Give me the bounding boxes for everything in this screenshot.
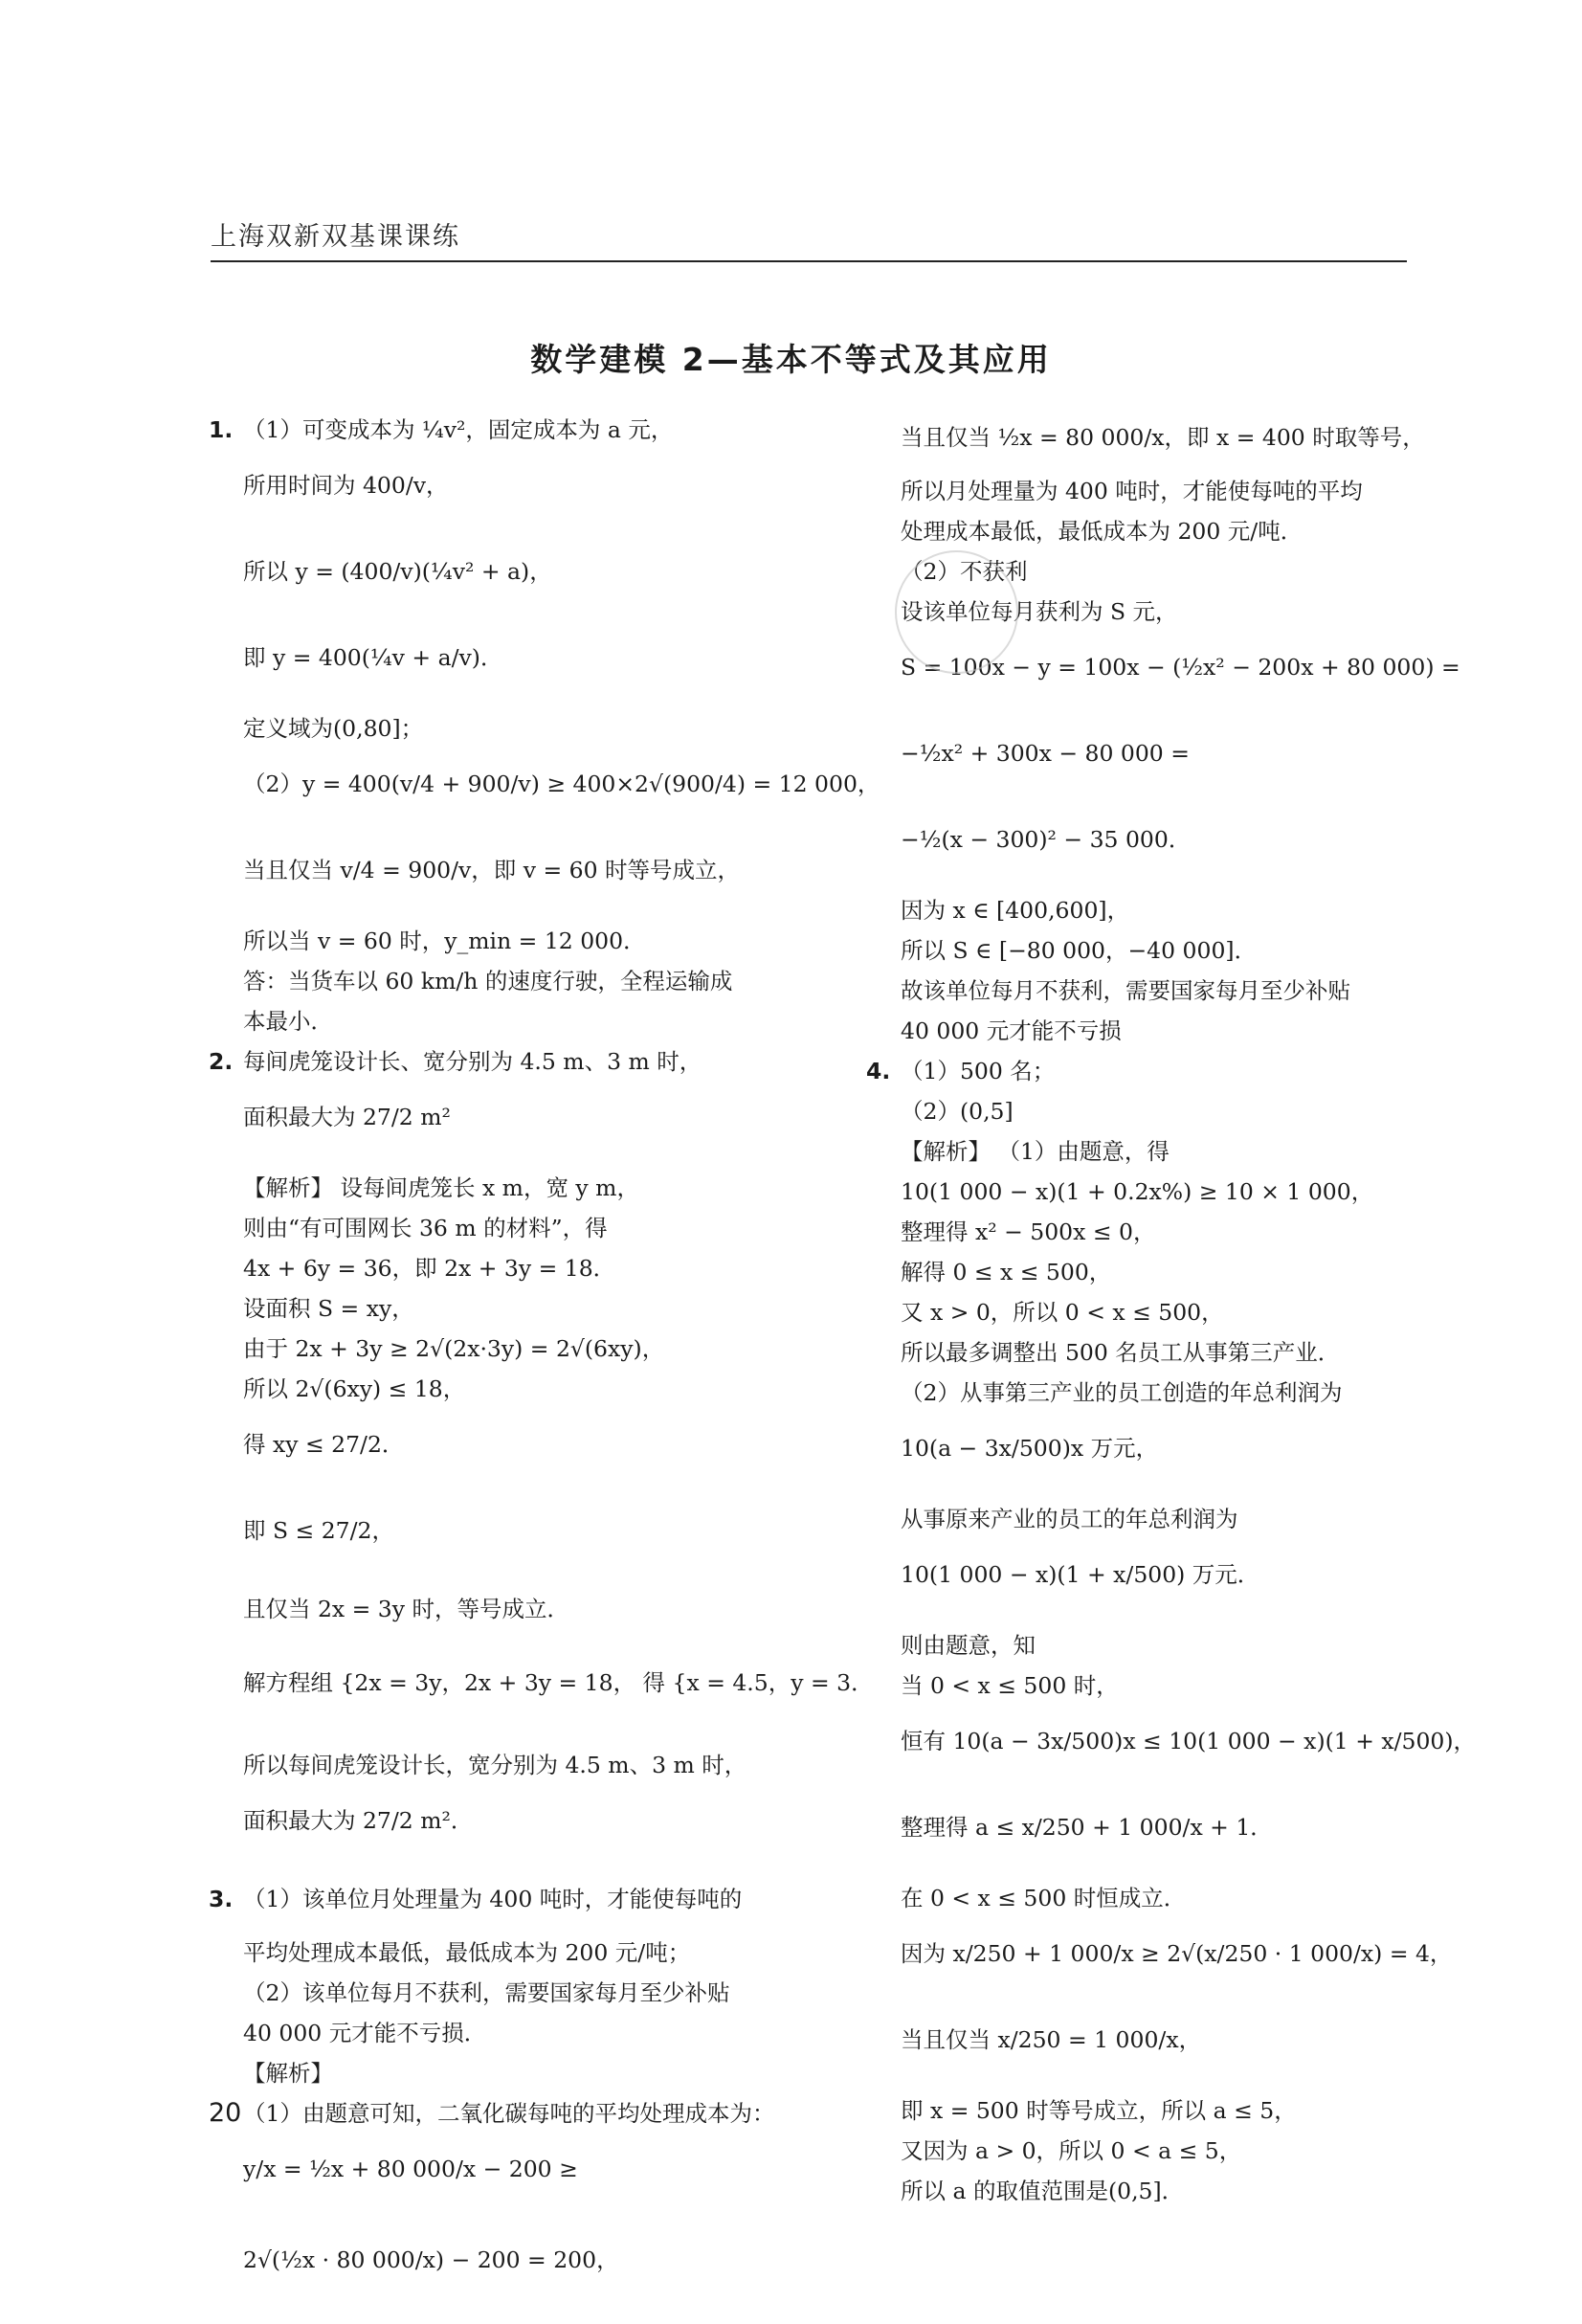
line-text: 【解析】 （1）由题意，得 <box>901 1138 1170 1165</box>
right-column <box>866 412 1477 2213</box>
text-line <box>209 2135 802 2222</box>
line-text: 即 S ≤ 27/2， <box>243 1517 394 1544</box>
line-text: 解得 0 ≤ x ≤ 500， <box>901 1259 1112 1285</box>
line-text: 又 x > 0，所以 0 < x ≤ 500， <box>901 1299 1224 1326</box>
text-line <box>866 1254 1402 1294</box>
line-text: 当且仅当 v/4 = 900/v，即 v = 60 时等号成立， <box>243 857 741 883</box>
text-line <box>209 963 802 1003</box>
text-line <box>209 1170 802 1210</box>
line-text: 所以 2√(6xy) ≤ 18， <box>243 1375 466 1402</box>
text-line <box>209 2222 802 2324</box>
text-line <box>866 1415 1402 1501</box>
text-line <box>209 1003 802 1043</box>
text-line <box>866 932 1402 972</box>
line-text: 又因为 a > 0，所以 0 < a ≤ 5， <box>901 2137 1242 2164</box>
line-text: 则由题意，知 <box>901 1632 1036 1659</box>
question-number: 4. <box>866 1058 891 1084</box>
text-line <box>866 1093 1402 1133</box>
line-text: （1）由题意可知，二氧化碳每吨的平均处理成本为： <box>243 2100 775 2127</box>
text-line <box>209 1084 802 1170</box>
text-line <box>209 1250 802 1290</box>
text-line <box>209 1873 802 1934</box>
text-line <box>209 412 802 452</box>
text-line <box>866 513 1402 553</box>
text-line <box>209 1290 802 1330</box>
text-line <box>209 452 802 538</box>
line-text: （1）可变成本为 ¼v²，固定成本为 a 元， <box>243 416 674 443</box>
page-number: 20 <box>209 2098 242 2128</box>
line-text: 所以月处理量为 400 吨时，才能使每吨的平均 <box>901 478 1363 504</box>
line-text: （2）从事第三产业的员工创造的年总利润为 <box>901 1379 1343 1406</box>
stamp-seal <box>895 550 1018 674</box>
line-text: 10(1 000 − x)(1 + 0.2x%) ≥ 10 × 1 000， <box>901 1178 1374 1205</box>
text-line <box>866 1334 1402 1374</box>
text-line <box>209 2015 802 2055</box>
text-line <box>209 2055 802 2095</box>
line-text: 由于 2x + 3y ≥ 2√(2x·3y) = 2√(6xy)， <box>243 1335 665 1362</box>
text-line <box>209 923 802 963</box>
text-line <box>866 1794 1402 1880</box>
line-text: 所用时间为 400/v， <box>243 472 449 499</box>
line-text: （2）该单位每月不获利，需要国家每月至少补贴 <box>243 1979 730 2006</box>
line-text: （2）不获利 <box>901 558 1028 585</box>
line-text: 当且仅当 x/250 = 1 000/x， <box>901 2026 1202 2053</box>
line-text: 所以最多调整出 500 名员工从事第三产业． <box>901 1339 1341 1366</box>
line-text: 因为 x/250 + 1 000/x ≥ 2√(x/250 · 1 000/x) = 4， <box>901 1940 1453 1967</box>
text-line <box>866 2006 1402 2092</box>
line-text: 当 0 < x ≤ 500 时， <box>901 1672 1119 1699</box>
line-text: 解方程组 {2x = 3y，2x + 3y = 18， 得 {x = 4.5，y = 3． <box>243 1669 874 1696</box>
line-text: 恒有 10(a − 3x/500)x ≤ 10(1 000 − x)(1 + x/500)， <box>901 1728 1477 1754</box>
line-text: 即 y = 400(¼v + a/v)． <box>243 644 503 671</box>
line-text: 40 000 元才能不亏损 <box>901 1017 1122 1044</box>
text-line <box>866 806 1402 892</box>
line-text: 则由“有可围网长 36 m 的材料”，得 <box>243 1215 608 1241</box>
text-line <box>866 1880 1402 1920</box>
text-line <box>209 1330 802 1371</box>
line-text: 当且仅当 ½x = 80 000/x，即 x = 400 时取等号， <box>901 424 1425 451</box>
text-line <box>209 1644 874 1747</box>
text-line <box>866 892 1402 932</box>
line-text: 定义域为(0,80]； <box>243 715 424 742</box>
text-line <box>209 538 802 624</box>
text-line <box>866 1708 1477 1794</box>
line-text: 且仅当 2x = 3y 时，等号成立． <box>243 1596 570 1622</box>
text-line <box>866 2092 1402 2133</box>
line-text: 所以每间虎笼设计长，宽分别为 4.5 m、3 m 时， <box>243 1752 747 1778</box>
line-text: 10(1 000 − x)(1 + x/500) 万元． <box>901 1561 1260 1588</box>
text-line <box>209 2095 802 2135</box>
text-line <box>866 1214 1402 1254</box>
line-text: 设该单位每月获利为 S 元， <box>901 598 1178 625</box>
line-text: 所以 S ∈ [−80 000，−40 000]． <box>901 937 1258 964</box>
text-line <box>209 1210 802 1250</box>
line-text: 得 xy ≤ 27/2． <box>243 1431 405 1458</box>
line-text: 所以当 v = 60 时，y_min = 12 000． <box>243 927 646 954</box>
line-text: y/x = ½x + 80 000/x − 200 ≥ <box>243 2156 578 2182</box>
question-number: 3. <box>209 1886 234 1912</box>
line-text: 设面积 S = xy， <box>243 1295 414 1322</box>
line-text: 40 000 元才能不亏损． <box>243 2020 487 2046</box>
text-line <box>866 1013 1402 1053</box>
text-line <box>866 972 1402 1013</box>
header-rule <box>211 260 1407 262</box>
text-line <box>866 1627 1402 1667</box>
line-text: 整理得 a ≤ x/250 + 1 000/x + 1． <box>901 1814 1273 1841</box>
line-text: 所以 a 的取值范围是(0,5]． <box>901 2178 1185 2204</box>
text-line <box>866 1920 1453 2006</box>
line-text: （2）(0,5] <box>901 1098 1014 1125</box>
line-text: 在 0 < x ≤ 500 时恒成立． <box>901 1885 1187 1911</box>
text-line <box>866 412 1425 473</box>
text-line <box>866 720 1402 806</box>
text-line <box>866 1374 1402 1415</box>
question-number: 2. <box>209 1048 234 1075</box>
text-line <box>209 1934 802 1975</box>
text-line <box>209 1043 802 1084</box>
line-text: （1）该单位月处理量为 400 吨时，才能使每吨的 <box>243 1886 743 1912</box>
line-text: （2）y = 400(v/4 + 900/v) ≥ 400×2√(900/4) = 12 000， <box>243 771 880 797</box>
text-line <box>866 1501 1402 1541</box>
line-text: 答：当货车以 60 km/h 的速度行驶，全程运输成 <box>243 968 733 994</box>
line-text: 处理成本最低，最低成本为 200 元/吨． <box>901 518 1303 545</box>
text-line <box>209 1975 802 2015</box>
line-text: 即 x = 500 时等号成立，所以 a ≤ 5， <box>901 2097 1297 2124</box>
line-text: 整理得 x² − 500x ≤ 0， <box>901 1218 1156 1245</box>
text-line <box>866 1294 1402 1334</box>
book-title: 上海双新双基课课练 <box>211 222 460 252</box>
line-text: 因为 x ∈ [400,600]， <box>901 897 1130 924</box>
line-text: 10(a − 3x/500)x 万元， <box>901 1435 1159 1462</box>
text-line <box>209 710 802 750</box>
text-line <box>866 473 1402 513</box>
line-text: −½x² + 300x − 80 000 = <box>901 740 1190 767</box>
text-line <box>209 1583 802 1644</box>
text-line <box>866 1667 1402 1708</box>
line-text: 2√(½x · 80 000/x) − 200 = 200， <box>243 2246 619 2273</box>
text-line <box>209 1411 802 1497</box>
question-number: 1. <box>209 416 234 443</box>
text-line <box>209 1787 802 1873</box>
line-text: 面积最大为 27/2 m² <box>243 1104 451 1130</box>
text-line <box>866 1053 1402 1093</box>
page-title: 数学建模 2—基本不等式及其应用 <box>530 341 1052 378</box>
text-line <box>866 2133 1402 2173</box>
line-text: 平均处理成本最低，最低成本为 200 元/吨； <box>243 1939 691 1966</box>
line-text: −½(x − 300)² − 35 000． <box>901 826 1192 853</box>
text-line <box>209 837 802 923</box>
line-text: 从事原来产业的员工的年总利润为 <box>901 1506 1238 1532</box>
text-line <box>866 1133 1402 1173</box>
line-text: 本最小． <box>243 1008 333 1035</box>
text-line <box>866 1541 1402 1627</box>
line-text: （1）500 名； <box>901 1058 1056 1084</box>
text-line <box>866 2173 1402 2213</box>
text-line <box>866 1173 1402 1214</box>
text-line <box>209 1497 802 1583</box>
text-line <box>209 750 880 837</box>
left-column <box>209 412 880 2324</box>
line-text: 4x + 6y = 36，即 2x + 3y = 18． <box>243 1255 616 1282</box>
line-text: S = 100x − y = 100x − (½x² − 200x + 80 000) = <box>901 654 1460 681</box>
line-text: 面积最大为 27/2 m²． <box>243 1807 474 1834</box>
line-text: 每间虎笼设计长、宽分别为 4.5 m、3 m 时， <box>243 1048 702 1075</box>
line-text: 【解析】 <box>243 2060 333 2087</box>
text-line <box>209 1747 802 1787</box>
text-line <box>209 624 802 710</box>
text-line <box>209 1371 802 1411</box>
line-text: 故该单位每月不获利，需要国家每月至少补贴 <box>901 977 1350 1004</box>
line-text: 【解析】 设每间虎笼长 x m，宽 y m， <box>243 1174 639 1201</box>
line-text: 所以 y = (400/v)(¼v² + a)， <box>243 558 552 585</box>
